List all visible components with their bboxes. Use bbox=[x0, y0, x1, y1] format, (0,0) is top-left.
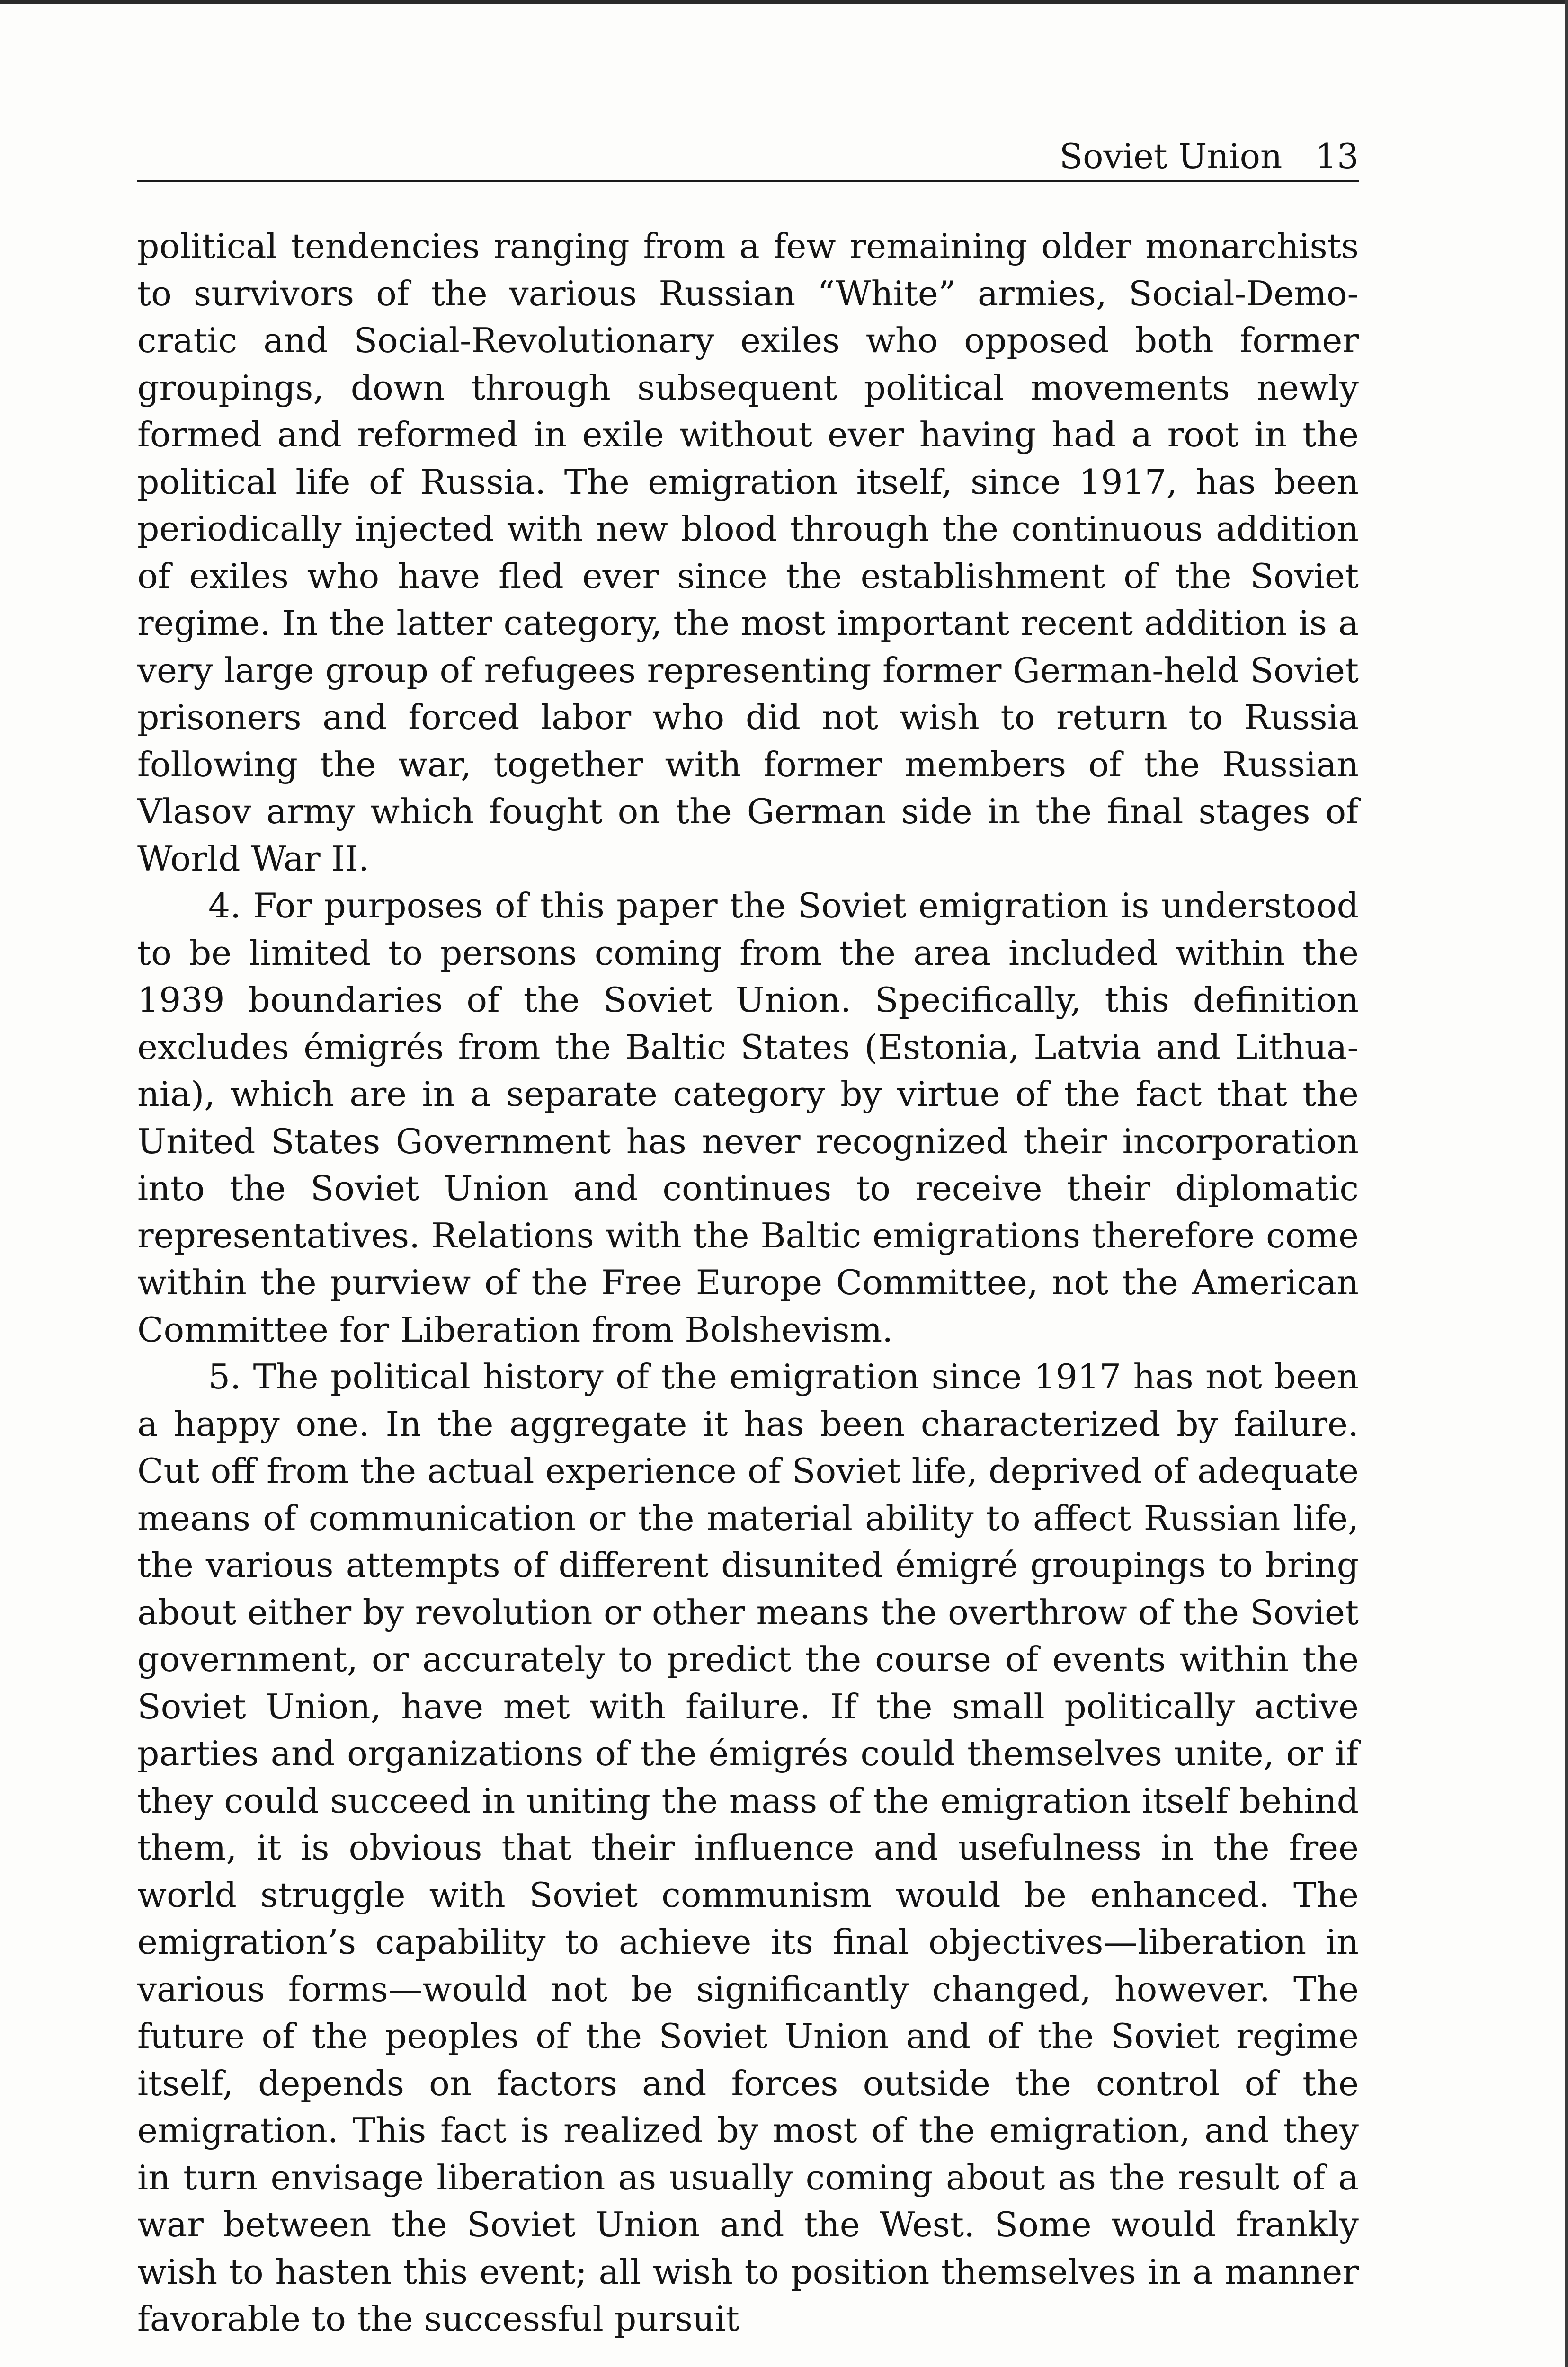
running-header bbox=[137, 133, 1359, 182]
page-right-edge bbox=[1565, 0, 1568, 2367]
page-top-edge bbox=[0, 0, 1568, 4]
running-title: Soviet Union bbox=[1059, 136, 1283, 176]
body-text bbox=[137, 223, 1359, 2343]
paragraph-continuation: political tendencies ranging from a few remaining older monarchists to survivors of the various Russian “White” armies, Social-Democratic and Social-Revolutionary exiles who opposed both former groupings, down through subsequent political movements newly formed and reformed in exile without ever having had a root in the political life of Russia. The emigration itself, since 1917, has been periodically injected with new blood through the continuous addition of exiles who have fled ever since the establishment of the Soviet regime. In the latter category, the most important recent addition is a very large group of refugees representing former German-held Soviet prisoners and forced labor who did not wish to return to Russia following the war, together with former members of the Russian Vlasov army which fought on the German side in the final stages of World War II. bbox=[137, 227, 1359, 879]
paragraph-5: 5. The political history of the emigration since 1917 has not been a happy one. In the aggregate it has been characterized by failure. Cut off from the actual experience of Soviet life, deprived of adequate means of communication or the material ability to affect Russian life, the various attempts of different disunited émigré groupings to bring about either by revolution or other means the overthrow of the Soviet government, or accurately to predict the course of events within the Soviet Union, have met with failure. If the small politically active parties and organizations of the émigrés could themselves unite, or if they could succeed in uniting the mass of the emigration itself behind them, it is obvious that their influence and usefulness in the free world struggle with Soviet communism would be enhanced. The emigration’s capability to achieve its final objectives—liberation in various forms—would not be significantly changed, however. The future of the peoples of the Soviet Union and of the Soviet regime itself, depends on factors and forces outside the control of the emigration. This fact is realized by most of the emigration, and they in turn envisage liberation as usually coming about as the result of a war between the Soviet Union and the West. Some would frankly wish to hasten this event; all wish to position themselves in a manner favorable to the successful pursuit bbox=[137, 1357, 1359, 2339]
paragraph-4: 4. For purposes of this paper the Soviet emigration is understood to be limited to persons coming from the area included within the 1939 boundaries of the Soviet Union. Specifically, this definition excludes émigrés from the Baltic States (Estonia, Latvia and Lithuania), which are in a separate category by virtue of the fact that the United States Government has never recognized their incorporation into the Soviet Union and continues to receive their diplomatic representatives. Relations with the Baltic emigrations therefore come within the purview of the Free Europe Committee, not the American Committee for Liberation from Bolshevism. bbox=[137, 886, 1359, 1350]
page-number: 13 bbox=[1315, 136, 1359, 176]
